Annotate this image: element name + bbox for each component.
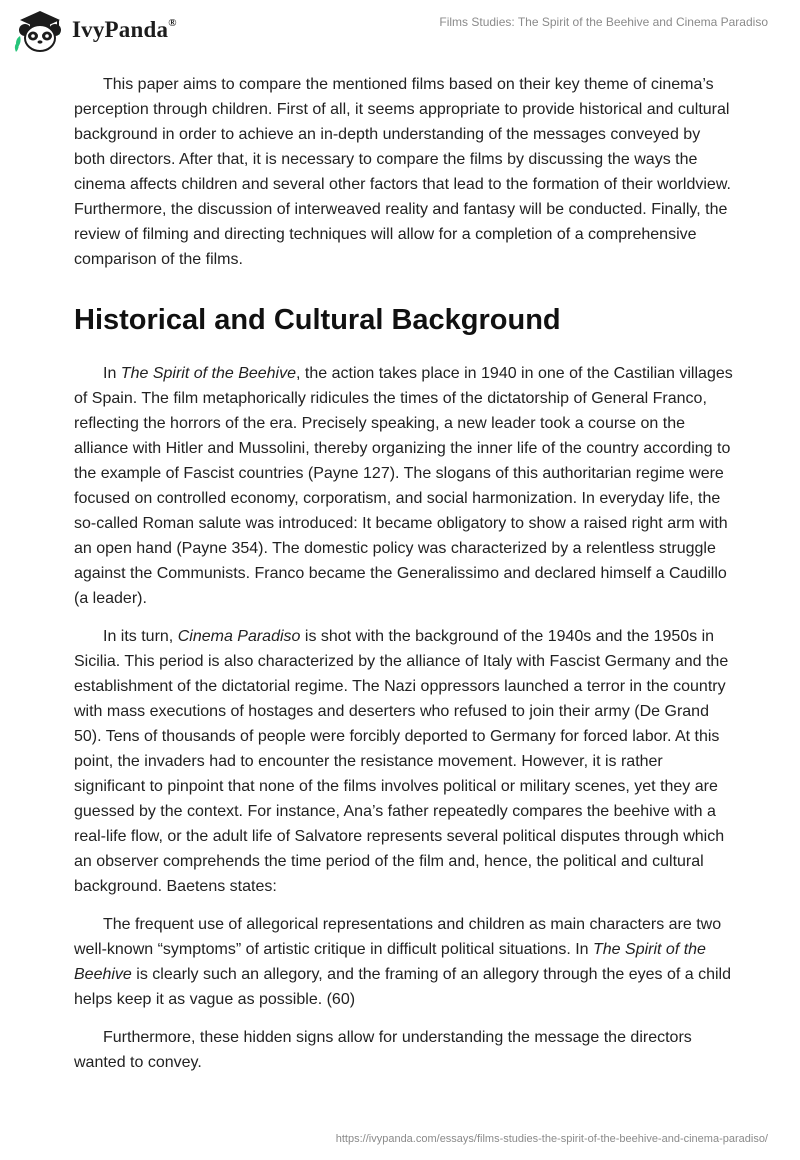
closing-paragraph: Furthermore, these hidden signs allow for understanding the message the directors wanted to convey.: [74, 1029, 692, 1071]
essay-content: [74, 72, 734, 1088]
film-title: The Spirit of the Beehive: [120, 365, 297, 382]
section-heading: Historical and Cultural Background: [74, 304, 561, 336]
intro-paragraph: This paper aims to compare the mentioned films based on their key theme of cinema’s perception through children. First of all, it seems appropriate to provide historical and cultural background in order to achieve an in-depth understanding of the messages conveyed by both directors. After that, it is necessary to compare the films by discussing the ways the cinema affects children and several other factors that lead to the formation of their worldview. Furthermore, the discussion of interweaved reality and fantasy will be conducted. Finally, the review of filming and directing techniques will allow for a completion of a comprehensive comparison of the films.: [74, 76, 731, 268]
paragraph-spirit-beehive: In The Spirit of the Beehive, the action takes place in 1940 in one of the Castilian villages of Spain. The film metaphorically ridicules the times of the dictatorship of General Franco, reflecting the horrors of the era. Precisely speaking, a new leader took a course on the alliance with Hitler and Mussolini, thereby organizing the inner life of the country according to the example of Fascist countries (Payne 127). The slogans of this authoritarian regime were focused on controlled economy, corporatism, and social harmonization. In everyday life, the so-called Roman salute was introduced: It became obligatory to show a raised right arm with an open hand (Payne 354). The domestic policy was characterized by a relentless struggle against the Communists. Franco became the Generalissimo and declared himself a Caudillo (a leader).: [74, 365, 733, 607]
block-quote: The frequent use of allegorical representations and children as main characters are two well-known “symptoms” of artistic critique in difficult political situations. In The Spirit of the Beehive is clearly such an allegory, and the framing of an allegory through the eyes of a child helps keep it as vague as possible. (60): [74, 916, 731, 1008]
page-header: [0, 0, 800, 70]
source-url[interactable]: https://ivypanda.com/essays/films-studies-the-spirit-of-the-beehive-and-cinema-paradiso/: [335, 1133, 768, 1145]
film-title: Cinema Paradiso: [177, 628, 301, 645]
ivypanda-logo[interactable]: [12, 8, 177, 54]
film-title: The Spirit of the Beehive: [74, 941, 706, 983]
brand-name: IvyPanda®: [72, 17, 177, 42]
panda-graduate-icon: [12, 8, 68, 54]
document-title: Films Studies: The Spirit of the Beehive and Cinema Paradiso: [439, 15, 768, 29]
paragraph-cinema-paradiso: In its turn, Cinema Paradiso is shot with the background of the 1940s and the 1950s in Sicilia. This period is also characterized by the alliance of Italy with Fascist Germany and the establishment of the dictatorial regime. The Nazi oppressors launched a terror in the country with mass executions of hostages and deserters who refused to join their army (De Grand 50). Tens of thousands of people were forcibly deported to Germany for forced labor. At this point, the invaders had to encounter the resistance movement. However, it is rather significant to pinpoint that none of the films involves political or military scenes, yet they are guessed by the context. For instance, Ana’s father repeatedly compares the beehive with a real-life flow, or the adult life of Salvatore represents several political disputes through which an observer comprehends the time period of the film and, hence, the political and cultural background. Baetens states:: [74, 628, 729, 895]
